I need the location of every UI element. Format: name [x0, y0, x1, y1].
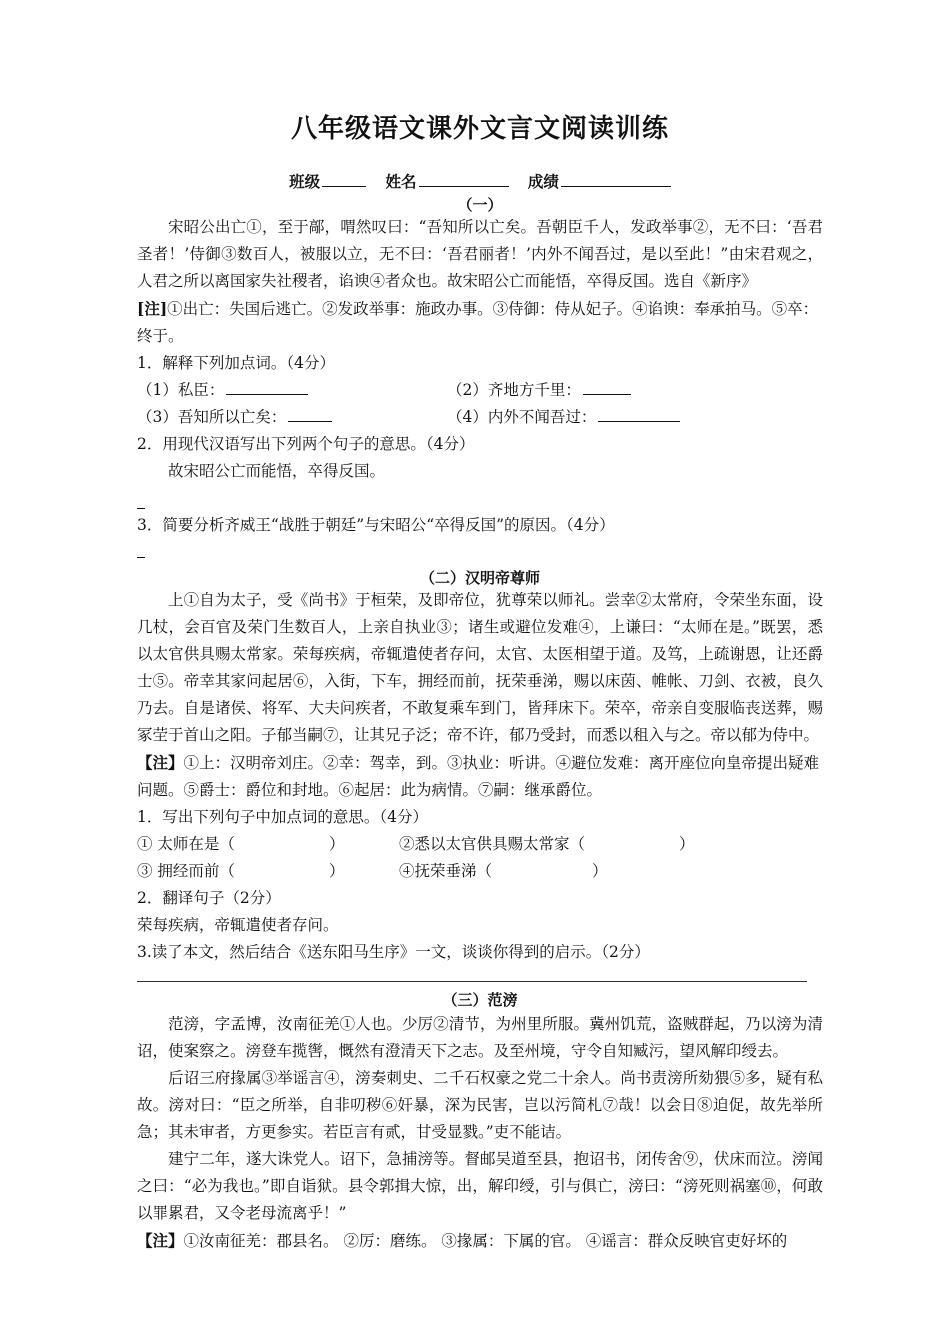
- section-2-heading: （二）汉明帝尊师: [419, 569, 540, 587]
- paren-close: ）: [592, 862, 608, 880]
- section-3: [137, 1011, 823, 1255]
- answer-blank[interactable]: [288, 405, 332, 422]
- s2-question-3: 3.读了本文，然后结合《送东阳马生序》一文，谈谈你得到的启示。（2分）: [137, 943, 650, 961]
- s1-q3-wrap: [137, 512, 823, 539]
- s1-q1-item-3: （3）吾知所以亡矣：: [137, 408, 287, 426]
- note-2-text: ①上：汉明帝刘庄。②幸：驾幸，到。③执业：听讲。④避位发难：离开座位向皇帝提出疑难问题。⑤爵士：爵位和封地。⑥起居：此为病情。⑦嗣：继承爵位。: [137, 754, 820, 799]
- name-blank[interactable]: [419, 171, 509, 187]
- paren-close: ）: [328, 835, 345, 853]
- score-blank[interactable]: [561, 171, 671, 187]
- paren-close: ）: [328, 862, 345, 880]
- s2-question-1: 1．写出下列句子中加点词的意思。（4分）: [137, 808, 428, 826]
- section-2: [137, 587, 823, 966]
- class-blank[interactable]: [322, 171, 366, 187]
- s2-q1-item-3: ③ 拥经而前（: [137, 862, 235, 880]
- s2-q2-sentence: 荣每疾病，帝辄遣使者存问。: [137, 916, 339, 934]
- answer-blank[interactable]: [226, 378, 308, 395]
- section-1-heading: （一）: [457, 196, 503, 214]
- s2-question-2: 2．翻译句子（2分）: [137, 889, 281, 907]
- note-3-text: ①汝南征羌：郡县名。 ②厉：磨练。 ③掾属：下属的官。 ④谣言：群众反映官吏好坏的: [183, 1232, 788, 1250]
- s1-q1-item-2: （2）齐地方千里：: [447, 381, 581, 399]
- answer-dash[interactable]: [137, 508, 145, 509]
- note-1-text: ①出亡：失国后逃亡。②发政举事：施政办事。③侍御：侍从妃子。④谄谀：奉承拍马。⑤卒：终于。: [137, 300, 819, 345]
- answer-blank[interactable]: [583, 378, 631, 395]
- note-2: [137, 749, 823, 804]
- answer-line[interactable]: [137, 981, 807, 982]
- s1-q1-row-2: [137, 404, 823, 431]
- s1-q1-item-4: （4）内外不闻吾过：: [447, 408, 597, 426]
- passage-1: 宋昭公出亡①，至于鄗，喟然叹曰：“吾知所以亡矣。吾朝臣千人，发政举事②，无不曰：‘吾君圣者！’侍御③数百人，被服以立，无不曰：‘吾君丽者！’内外不闻吾过，是以至此！”由宋君观之，人君之所以离国家失社稷者，谄谀④者众也。故宋昭公亡而能悟，卒得反国。选自《新序》: [137, 218, 823, 290]
- answer-blank[interactable]: [598, 405, 680, 422]
- s1-question-1: 1．解释下列加点词。（4分）: [137, 354, 335, 372]
- passage-3-para-1: 范滂，字孟博，汝南征羌①人也。少厉②清节，为州里所服。冀州饥荒，盗贼群起，乃以滂为清诏，使案察之。滂登车揽辔，慨然有澄清天下之志。及至州境，守令自知臧污，望风解印绶去。: [137, 1015, 823, 1060]
- section-1: [137, 214, 823, 485]
- passage-2: 上①自为太子，受《尚书》于桓荣，及即帝位，犹尊荣以师礼。尝幸②太常府，令荣坐东面，设几杖，会百官及荣门生数百人，上亲自执业③；诸生或避位发难④，上谦曰：“太师在是。”既罢，悉以太官供具赐太常家。荣每疾病，帝辄遣使者存问，太官、太医相望于道。及笃，上疏谢恩，让还爵士⑤。帝幸其家问起居⑥，入街，下车，拥经而前，抚荣垂涕，赐以床茵、帷帐、刀剑、衣被，良久乃去。自是诸侯、将军、大夫问疾者，不敢复乘车到门，皆拜床下。荣卒，帝亲自变服临丧送葬，赐冢茔于首山之阳。子郁当嗣⑦，让其兄子泛；帝不许，郁乃受封，而悉以租入与之。帝以郁为侍中。: [137, 591, 823, 744]
- note-1: [137, 295, 823, 350]
- s1-q2-sentence: 故宋昭公亡而能悟，卒得反国。: [168, 462, 386, 480]
- page-title: 八年级语文课外文言文阅读训练: [290, 114, 669, 144]
- s2-q1-row-1: [137, 831, 823, 858]
- s2-q1-item-1: ① 太师在是（: [137, 835, 235, 853]
- s1-question-3: 3．简要分析齐威王“战胜于朝廷”与宋昭公“卒得反国”的原因。（4分）: [137, 516, 615, 534]
- paren-close: ）: [679, 835, 695, 853]
- s2-q1-item-2: ②悉以太官供具赐太常家（: [399, 835, 586, 853]
- s2-q1-row-2: [137, 858, 823, 885]
- student-info-line: [137, 170, 823, 192]
- name-label: 姓名: [385, 173, 417, 191]
- note-3-tag: 【注】: [137, 1231, 184, 1250]
- s2-q1-item-4: ④抚荣垂涕（: [399, 862, 493, 880]
- class-label: 班级: [289, 173, 321, 191]
- score-label: 成绩: [527, 173, 559, 191]
- note-1-tag: [注]: [137, 299, 168, 318]
- passage-3-para-3: 建宁二年，遂大诛党人。诏下，急捕滂等。督邮吴道至县，抱诏书，闭传舍⑨，伏床而泣。滂闻之曰：“必为我也。”即自诣狱。县令郭揖大惊，出，解印绶，引与俱亡，滂曰：“滂死则祸塞⑩，何敢以罪累君，又令老母流离乎！”: [137, 1150, 823, 1222]
- answer-dash[interactable]: [137, 557, 145, 558]
- s1-q1-row-1: [137, 377, 823, 404]
- s1-question-2: 2．用现代汉语写出下列两个句子的意思。（4分）: [137, 435, 475, 453]
- section-3-heading: （三）范滂: [442, 991, 518, 1009]
- note-3: [137, 1227, 823, 1255]
- s1-q1-item-1: （1）私臣：: [137, 381, 225, 399]
- passage-3-para-2: 后诏三府掾属③举谣言④，滂奏刺史、二千石权豪之党二十余人。尚书责滂所劾猥⑤多，疑有私故。滂对曰：“臣之所举，自非叨秽⑥奸暴，深为民害，岂以污简札⑦哉！以会日⑧迫促，故先举所急；其未审者，方更参实。若臣言有贰，甘受显戮。”吏不能诘。: [137, 1069, 823, 1141]
- note-2-tag: 【注】: [137, 753, 184, 772]
